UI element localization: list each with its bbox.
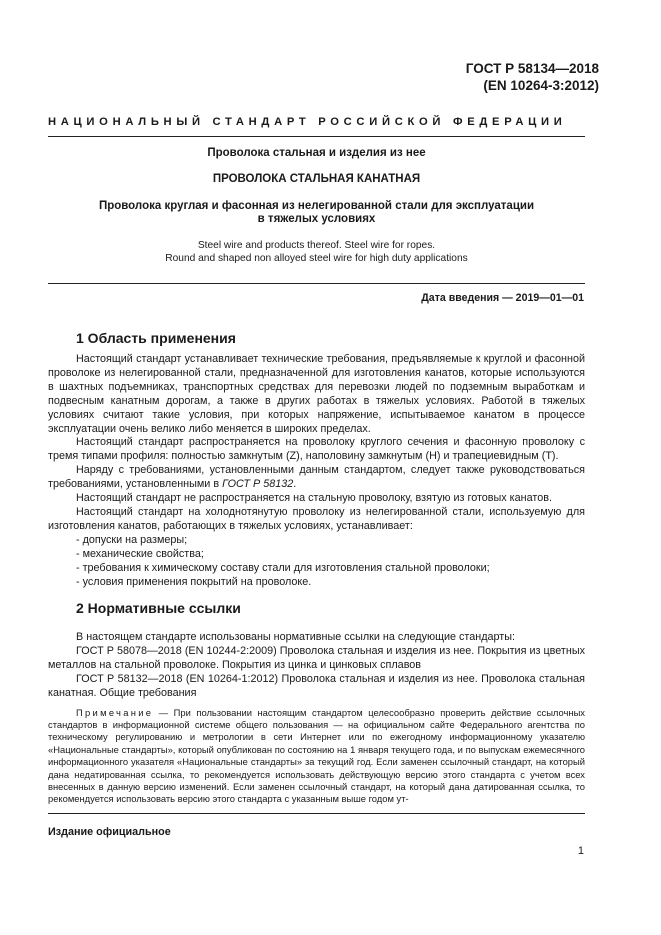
note-paragraph	[48, 707, 585, 806]
gost-header	[466, 60, 599, 94]
section-2-paragraph-1: В настоящем стандарте использованы нормативные ссылки на следующие стандарты:	[76, 631, 515, 643]
english-title-line-1: Steel wire and products thereof. Steel wire for ropes.	[197, 240, 436, 251]
section-2-title: 2 Нормативные ссылки	[76, 600, 241, 616]
requirements-list	[48, 534, 585, 590]
national-standard-heading: НАЦИОНАЛЬНЫЙ СТАНДАРТ РОССИЙСКОЙ ФЕДЕРАЦИИ	[48, 116, 567, 128]
list-item: - требования к химическому составу стали для изготовления стальной проволоки;	[76, 561, 490, 574]
subtitle	[48, 200, 585, 226]
english-title-line-2: Round and shaped non alloyed steel wire for high duty applications	[165, 253, 468, 264]
official-edition-label: Издание официальное	[48, 826, 171, 838]
note-text: — При пользовании настоящим стандартом целесообразно проверить действие ссылочных стандартов в информационной системе общего пользования — на официальном сайте Федерального агентства по техническому регулированию и метрологии в сети Интернет или по ежегодному информационному указателю «Национальные стандарты», который опубликован по состоянию на 1 января текущего года, и по выпускам ежемесячного информационного указателя «Национальные стандарты» за текущий год. Если заменен ссылочный стандарт, на который дана недатированная ссылка, то рекомендуется использовать действующую версию этого стандарта с учетом всех внесенных в данную версию изменений. Если заменен ссылочный стандарт, на который дана датированная ссылка, то рекомендуется использовать версию этого стандарта с указанным выше годом ут-	[48, 706, 585, 805]
section-1-paragraph-4: Настоящий стандарт не распространяется на стальную проволоку, взятую из готовых канатов.	[76, 492, 552, 505]
gost-number: ГОСТ Р 58134—2018	[465, 61, 599, 76]
normative-reference-2: ГОСТ Р 58132—2018 (EN 10264-1:2012) Проволока стальная и изделия из нее. Проволока стальная канатная. Общие требования	[48, 672, 585, 699]
top-rule	[48, 136, 585, 137]
section-1-paragraph-2: Настоящий стандарт распространяется на проволоку круглого сечения и фасонную проволоку с тремя типами профиля: полностью замкнутым (Z), наполовину замкнутым (H) и трапециевидным (T).	[48, 436, 585, 463]
en-number: (EN 10264-3:2012)	[483, 78, 599, 93]
gost-reference-link: ГОСТ Р 58132	[222, 478, 294, 491]
section-1-title: 1 Область применения	[76, 330, 236, 346]
list-item: - допуски на размеры;	[76, 533, 188, 546]
section-1-body	[48, 353, 585, 589]
subtitle-line-2: в тяжелых условиях	[257, 213, 376, 225]
paragraph-3-end: .	[293, 478, 297, 491]
english-title	[48, 239, 585, 265]
section-1-paragraph-5: Настоящий стандарт на холоднотянутую проволоку из нелегированной стали, используемую для изготовления канатов, работающих в тяжелых условиях, устанавливает:	[48, 505, 585, 532]
series-title: Проволока стальная и изделия из нее	[207, 147, 426, 159]
section-1-paragraph-1: Настоящий стандарт устанавливает технические требования, предъявляемые к круглой и фасонной проволоке из нелегированной стали, предназначенной для изготовления канатов, которые используются в шахтных подъемниках, транспортных средствах для перевозки людей по подземным выработкам и подвесным канатным дорогам, а также в других работах в тяжелых условиях. Работой в тяжелых условиях считают такие условия, при которых напряжение, испытываемое канатом в процессе эксплуатации очень велико либо меняется в широких пределах.	[48, 353, 585, 435]
page-number: 1	[577, 845, 584, 857]
title-rule	[48, 283, 585, 284]
list-item: - условия применения покрытий на проволоке.	[76, 575, 312, 588]
main-title: ПРОВОЛОКА СТАЛЬНАЯ КАНАТНАЯ	[212, 173, 421, 185]
list-item: - механические свойства;	[76, 547, 204, 560]
normative-reference-1: ГОСТ Р 58078—2018 (EN 10244-2:2009) Проволока стальная и изделия из нее. Покрытия из цветных металлов на стальной проволоке. Покрытия из цинка и цинковых сплавов	[48, 644, 585, 671]
footer-rule	[48, 813, 585, 814]
paragraph-3-text: Наряду с требованиями, установленными данным стандартом, следует также руководствоваться требованиями, установленными в	[48, 464, 585, 491]
note-label: Примечание	[76, 706, 154, 718]
subtitle-line-1: Проволока круглая и фасонная из нелегированной стали для эксплуатации	[98, 200, 535, 212]
introduction-date: Дата введения — 2019—01—01	[421, 292, 584, 304]
section-1-paragraph-3	[48, 464, 585, 492]
section-2-body	[48, 631, 585, 806]
